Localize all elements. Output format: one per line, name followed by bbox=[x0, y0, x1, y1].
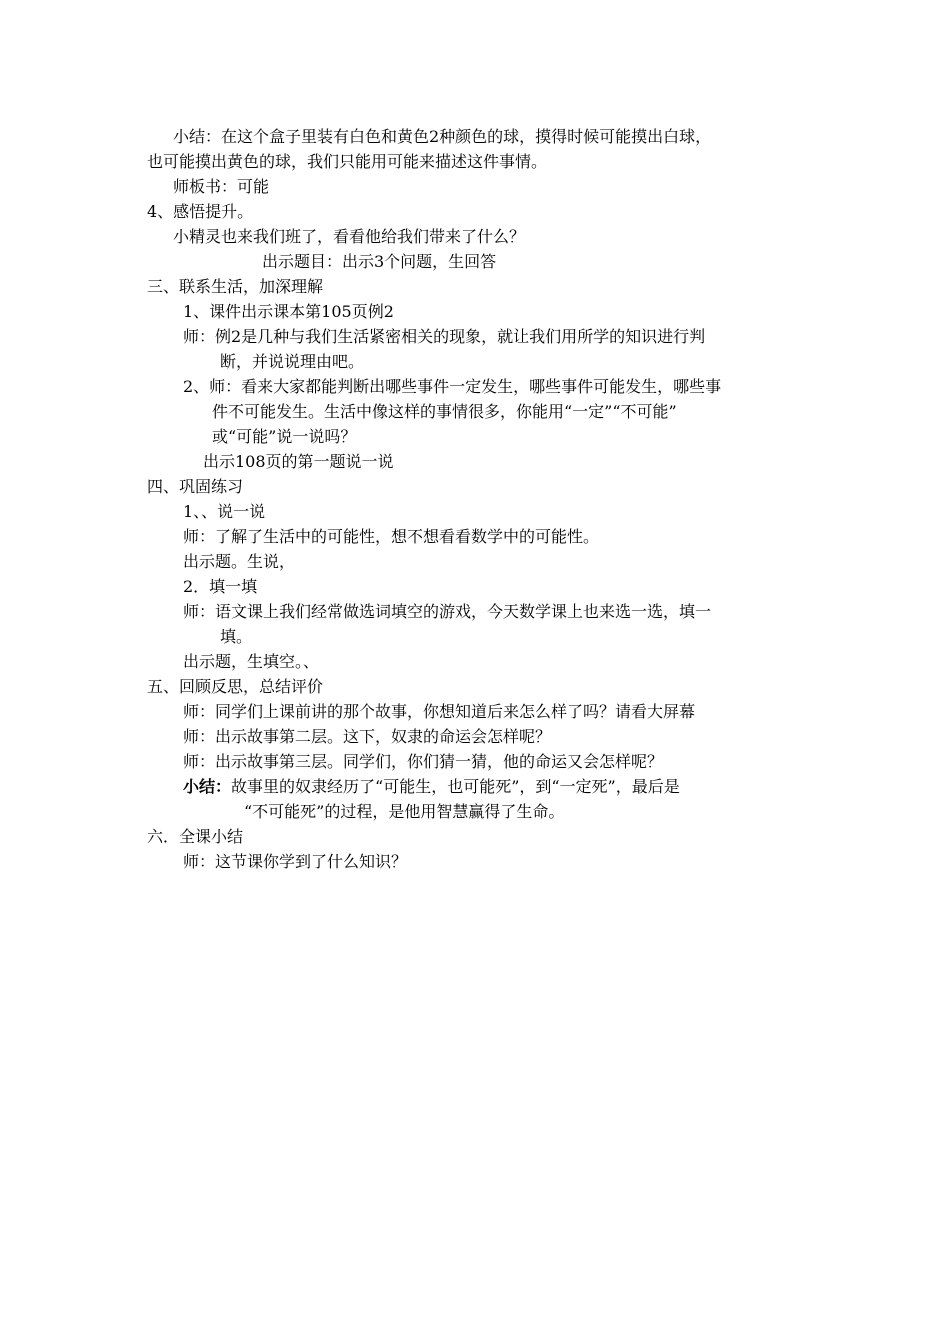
paragraph-line: 出示题。生说， bbox=[183, 552, 296, 571]
paragraph-line: “不可能死”的过程，是他用智慧赢得了生命。 bbox=[244, 802, 565, 821]
paragraph-line: 师：出示故事第三层。同学们，你们猜一猜，他的命运又会怎样呢？ bbox=[183, 752, 664, 771]
paragraph-line: 1、、说一说 bbox=[183, 502, 266, 521]
paragraph-line: 师：语文课上我们经常做选词填空的游戏，今天数学课上也来选一选，填一 bbox=[183, 602, 712, 621]
paragraph-line: 出示108页的第一题说一说 bbox=[203, 452, 394, 471]
section-4-heading: 四、巩固练习 bbox=[147, 477, 244, 496]
section-3-heading: 三、联系生活，加深理解 bbox=[147, 277, 324, 296]
paragraph-line: 填。 bbox=[220, 627, 253, 646]
section-5-heading: 五、回顾反思，总结评价 bbox=[147, 677, 324, 696]
paragraph-line: 断，并说说理由吧。 bbox=[220, 352, 365, 371]
paragraph-line: 师：这节课你学到了什么知识？ bbox=[183, 852, 408, 871]
paragraph-line: 师：了解了生活中的可能性，想不想看看数学中的可能性。 bbox=[183, 527, 600, 546]
paragraph-line: 出示题目：出示3个问题，生回答 bbox=[262, 252, 497, 271]
summary-paragraph bbox=[183, 774, 680, 799]
summary-line-2: 也可能摸出黄色的球，我们只能用可能来描述这件事情。 bbox=[147, 152, 548, 171]
paragraph-line: 件不可能发生。生活中像这样的事情很多，你能用“一定”“不可能” bbox=[212, 402, 677, 421]
paragraph-line: 2．填一填 bbox=[183, 577, 258, 596]
paragraph-line: 或“可能”说一说吗？ bbox=[212, 427, 357, 446]
step-4-heading: 4、感悟提升。 bbox=[147, 202, 254, 221]
board-note: 师板书：可能 bbox=[173, 177, 270, 196]
paragraph-line: 2、师：看来大家都能判断出哪些事件一定发生，哪些事件可能发生，哪些事 bbox=[183, 377, 722, 396]
paragraph-line: 师：例2是几种与我们生活紧密相关的现象，就让我们用所学的知识进行判 bbox=[183, 327, 706, 346]
paragraph-line: 小精灵也来我们班了，看看他给我们带来了什么？ bbox=[173, 227, 526, 246]
paragraph-line: 师：同学们上课前讲的那个故事，你想知道后来怎么样了吗？请看大屏幕 bbox=[183, 702, 696, 721]
summary-text: 故事里的奴隶经历了“可能生，也可能死”，到“一定死”，最后是 bbox=[231, 777, 680, 796]
summary-label: 小结： bbox=[183, 777, 232, 796]
paragraph-line: 师：出示故事第二层。这下，奴隶的命运会怎样呢？ bbox=[183, 727, 552, 746]
summary-line-1: 小结：在这个盒子里装有白色和黄色2种颜色的球，摸得时候可能摸出白球， bbox=[173, 127, 712, 146]
paragraph-line: 1、课件出示课本第105页例2 bbox=[183, 302, 394, 321]
section-6-heading: 六．全课小结 bbox=[147, 827, 244, 846]
paragraph-line: 出示题，生填空。、 bbox=[183, 652, 320, 671]
